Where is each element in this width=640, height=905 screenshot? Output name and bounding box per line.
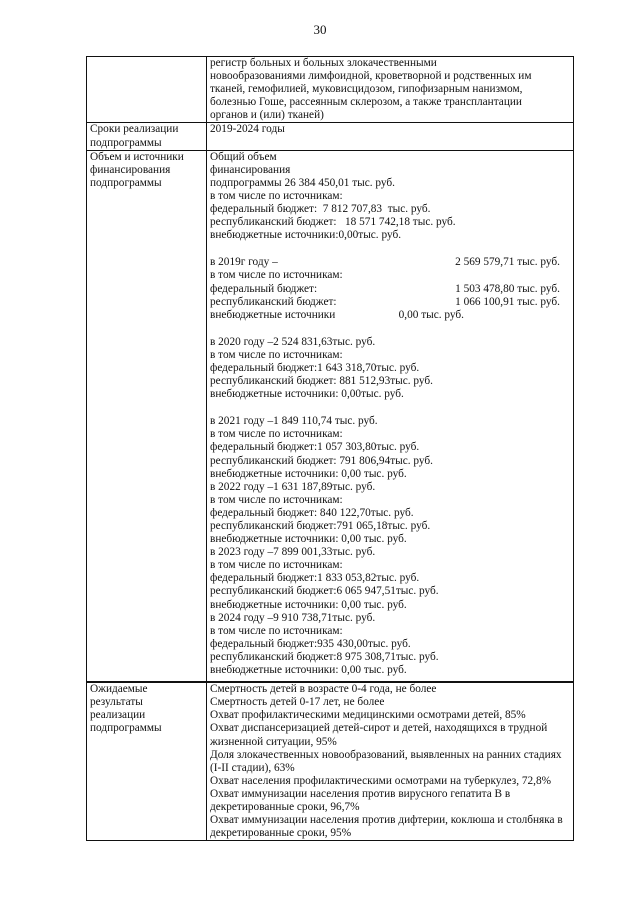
year-2024-line: в том числе по источникам: [210, 624, 343, 637]
year-2020-line: республиканский бюджет: 881 512,93тыс. руб. [210, 375, 433, 388]
result-item: Доля злокачественных новообразований, выявленных на ранних стадиях (I-II стадии), 63% [210, 748, 562, 774]
financing-label-line: подпрограммы [90, 176, 162, 189]
result-item: Охват иммунизации населения против дифтерии, коклюша и столбняка в декретированные сроки, 95% [210, 814, 563, 840]
terms-label-line: Сроки реализации [90, 123, 179, 136]
financing-total-line: федеральный бюджет: 7 812 707,83 тыс. руб. [210, 203, 431, 216]
continuation-line: тканей, гемофилией, муковисцидозом, гипофизарным нанизмом, [210, 83, 523, 96]
results-label-line: Ожидаемые [90, 683, 148, 696]
year-2022-line: республиканский бюджет:791 065,18тыс. руб. [210, 520, 431, 532]
year-2021-line: внебюджетные источники: 0,00 тыс. руб. [210, 467, 407, 480]
year-2019-label: в 2019г году – [210, 256, 278, 269]
continuation-line: регистр больных и больных злокачественными [210, 57, 437, 69]
year-2019-sources-intro: в том числе по источникам: [210, 269, 343, 282]
continuation-line: болезнью Гоше, рассеянным склерозом, а также трансплантации [210, 96, 522, 109]
financing-total-line: финансирования [210, 163, 291, 176]
continuation-row [87, 57, 574, 123]
year-2022-line: федеральный бюджет: 840 122,70тыс. руб. [210, 506, 414, 519]
results-value-cell [207, 682, 574, 841]
year-2021-line: федеральный бюджет:1 057 303,80тыс. руб. [210, 441, 420, 454]
year-2023-line: в 2023 году –7 899 001,33тыс. руб. [210, 546, 376, 559]
page-number: 30 [313, 22, 327, 37]
year-2023-line: федеральный бюджет:1 833 053,82тыс. руб. [210, 572, 420, 585]
year-2020-line: в 2020 году –2 524 831,63тыс. руб. [210, 335, 376, 348]
financing-2021-2024-block [210, 415, 570, 677]
year-2020-line: внебюджетные источники: 0,00тыс. руб. [210, 388, 404, 401]
year-2020-line: федеральный бюджет:1 643 318,70тыс. руб. [210, 361, 420, 374]
terms-value-cell [207, 123, 574, 150]
results-label-line: результаты [90, 696, 143, 709]
year-2019-republic-label: республиканский бюджет: [210, 295, 337, 308]
year-2019-republic [210, 296, 560, 309]
year-2019-extra [210, 309, 560, 322]
financing-total-block [210, 151, 570, 243]
financing-label-line: Объем и источники [90, 150, 184, 163]
financing-value-cell [207, 150, 574, 682]
result-item: Охват иммунизации населения против вирусного гепатита В в декретированные сроки, 96,7% [210, 787, 511, 813]
year-2022-line: внебюджетные источники: 0,00 тыс. руб. [210, 533, 407, 546]
year-2019-federal-label: федеральный бюджет: [210, 282, 318, 295]
year-2019-extra-amount: 0,00 тыс. руб. [398, 308, 464, 321]
result-item: Смертность детей 0-17 лет, не более [210, 696, 385, 709]
year-2019-federal [210, 283, 560, 296]
financing-row [87, 150, 574, 682]
year-2024-line: внебюджетные источники: 0,00 тыс. руб. [210, 664, 407, 677]
year-2022-line: в 2022 году –1 631 187,89тыс. руб. [210, 480, 376, 493]
year-2019-total [210, 256, 560, 269]
result-item: Охват диспансеризацией детей-сирот и детей, находящихся в трудной жизненной ситуации, 95% [210, 722, 548, 748]
financing-2019-block [210, 256, 570, 321]
year-2021-line: в 2021 году –1 849 110,74 тыс. руб. [210, 415, 378, 428]
continuation-line: новообразованиями лимфоидной, кроветворной и родственных им [210, 70, 532, 83]
year-2024-line: республиканский бюджет:8 975 308,71тыс. руб. [210, 650, 439, 663]
financing-total-line: в том числе по источникам: [210, 189, 343, 202]
results-label-cell [87, 682, 207, 841]
year-2019-extra-label: внебюджетные источники [210, 308, 336, 321]
terms-row [87, 123, 574, 150]
year-2020-line: в том числе по источникам: [210, 348, 343, 361]
result-item: Охват профилактическими медицинскими осмотрами детей, 85% [210, 709, 526, 722]
results-row [87, 682, 574, 841]
financing-label-cell [87, 150, 207, 682]
financing-total-line: подпрограммы 26 384 450,01 тыс. руб. [210, 176, 396, 189]
result-item: Смертность детей в возрасте 0-4 года, не более [210, 683, 437, 696]
year-2022-line: в том числе по источникам: [210, 493, 343, 506]
financing-label-line: финансирования [90, 163, 171, 176]
results-label-line: реализации [90, 709, 146, 722]
results-label-line: подпрограммы [90, 722, 162, 735]
year-2019-republic-amount: 1 066 100,91 тыс. руб. [455, 295, 560, 308]
year-2021-line: в том числе по источникам: [210, 428, 343, 441]
spacer [210, 242, 570, 256]
terms-value: 2019-2024 годы [210, 123, 285, 136]
result-item: Охват населения профилактическими осмотрами на туберкулез, 72,8% [210, 774, 552, 787]
spacer [210, 401, 570, 415]
spacer [210, 322, 570, 336]
financing-total-line: внебюджетные источники:0,00тыс. руб. [210, 229, 402, 242]
year-2023-line: в том числе по источникам: [210, 559, 343, 572]
financing-total-line: республиканский бюджет: 18 571 742,18 тыс. руб. [210, 216, 456, 229]
continuation-value-cell [207, 57, 574, 123]
terms-label-cell [87, 123, 207, 150]
subprogram-passport-table [86, 56, 574, 841]
financing-2020-block [210, 336, 570, 401]
year-2019-federal-amount: 1 503 478,80 тыс. руб. [455, 282, 560, 295]
year-2021-line: республиканский бюджет: 791 806,94тыс. руб. [210, 454, 433, 467]
continuation-line: органов и (или) тканей) [210, 109, 324, 122]
year-2023-line: республиканский бюджет:6 065 947,51тыс. руб. [210, 585, 439, 598]
year-2024-line: в 2024 году –9 910 738,71тыс. руб. [210, 611, 376, 624]
year-2023-line: внебюджетные источники: 0,00 тыс. руб. [210, 598, 407, 611]
year-2024-line: федеральный бюджет:935 430,00тыс. руб. [210, 637, 411, 650]
continuation-label-cell [87, 57, 207, 123]
terms-label-line: подпрограммы [90, 136, 162, 149]
financing-total-line: Общий объем [210, 150, 277, 163]
year-2019-amount: 2 569 579,71 тыс. руб. [455, 256, 560, 269]
